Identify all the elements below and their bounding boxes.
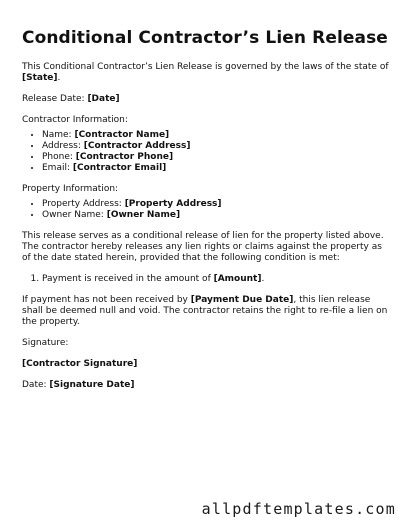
contractor-name-item bbox=[42, 130, 392, 141]
state-placeholder: [State] bbox=[22, 73, 58, 83]
signature-placeholder: [Contractor Signature] bbox=[22, 359, 138, 369]
signature-label: Signature: bbox=[22, 338, 69, 348]
amount-placeholder: [Amount] bbox=[213, 274, 262, 284]
signature-date-label: Date: bbox=[22, 380, 50, 390]
release-paragraph: This release serves as a conditional release of lien for the property listed above. The contractor hereby releases any lien rights or claims against the property as of the date stated herein, provided that the following condition is met: bbox=[22, 231, 384, 263]
contractor-phone-item bbox=[42, 152, 392, 163]
release-date-line bbox=[22, 94, 392, 105]
condition-text: Payment is received in the amount of bbox=[42, 274, 214, 284]
contractor-phone-value: [Contractor Phone] bbox=[75, 152, 174, 162]
contractor-email-label: Email: bbox=[42, 163, 73, 173]
release-date-value: [Date] bbox=[87, 94, 120, 104]
intro-end: . bbox=[57, 73, 61, 83]
property-address-value: [Property Address] bbox=[124, 199, 222, 209]
contractor-heading: Contractor Information: bbox=[22, 115, 128, 125]
condition-end: . bbox=[261, 274, 265, 284]
intro-paragraph bbox=[22, 62, 392, 84]
owner-name-label: Owner Name: bbox=[42, 210, 107, 220]
intro-text: This Conditional Contractor’s Lien Release is governed by the laws of the state of bbox=[22, 62, 389, 72]
document-body bbox=[22, 28, 392, 401]
property-address-label: Property Address: bbox=[42, 199, 125, 209]
nonpayment-paragraph bbox=[22, 295, 392, 328]
contractor-email-value: [Contractor Email] bbox=[72, 163, 167, 173]
signature-line bbox=[22, 359, 392, 370]
payment-due-date-placeholder: [Payment Due Date] bbox=[190, 295, 294, 305]
owner-name-value: [Owner Name] bbox=[106, 210, 181, 220]
nonpayment-text-1: If payment has not been received by bbox=[22, 295, 191, 305]
contractor-list bbox=[22, 130, 392, 174]
contractor-name-label: Name: bbox=[42, 130, 75, 140]
property-heading: Property Information: bbox=[22, 184, 119, 194]
property-list bbox=[22, 199, 392, 221]
release-date-label: Release Date: bbox=[22, 94, 88, 104]
contractor-address-label: Address: bbox=[42, 141, 84, 151]
contractor-name-value: [Contractor Name] bbox=[74, 130, 170, 140]
contractor-phone-label: Phone: bbox=[42, 152, 76, 162]
contractor-email-item bbox=[42, 163, 392, 174]
document-title: Conditional Contractor’s Lien Release bbox=[22, 28, 388, 48]
owner-name-item bbox=[42, 210, 392, 221]
condition-list bbox=[22, 274, 392, 285]
contractor-address-value: [Contractor Address] bbox=[83, 141, 191, 151]
condition-item bbox=[42, 274, 392, 285]
contractor-address-item bbox=[42, 141, 392, 152]
footer-watermark: allpdftemplates.com bbox=[201, 500, 396, 518]
signature-date-line bbox=[22, 380, 392, 391]
signature-date-value: [Signature Date] bbox=[49, 380, 135, 390]
property-address-item bbox=[42, 199, 392, 210]
nonpayment-text-2: , this lien release shall be deemed null and void. The contractor retains the right to re-file a lien on the property. bbox=[22, 295, 388, 327]
